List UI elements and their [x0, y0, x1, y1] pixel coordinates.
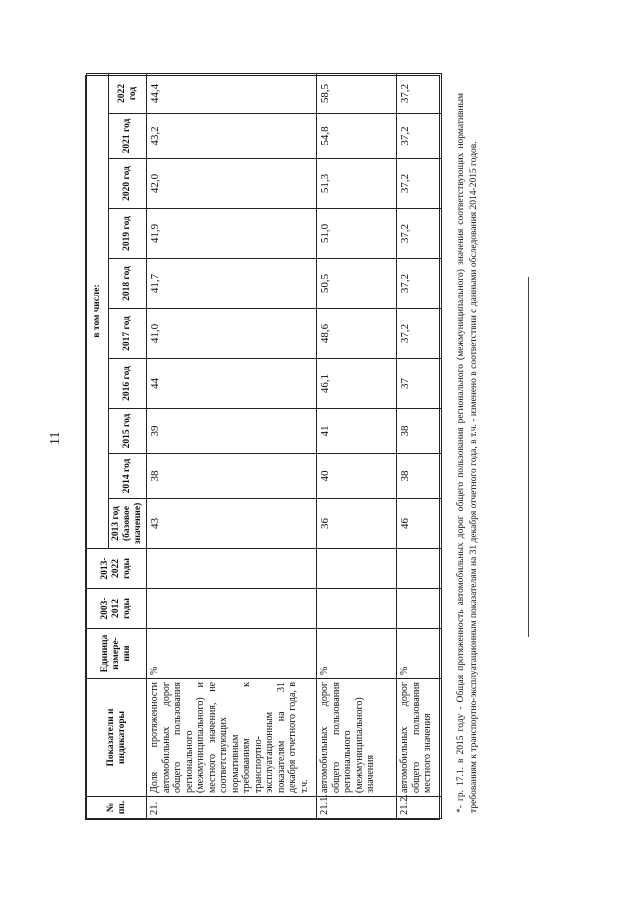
value-2021: 43,2 — [147, 114, 317, 159]
separator-line — [528, 277, 529, 637]
value-2017: 41,0 — [147, 309, 317, 359]
table-row — [397, 73, 442, 818]
value-2016: 37 — [397, 359, 442, 409]
header-unit: Единица измере-ния — [87, 629, 147, 679]
row-unit: % — [147, 629, 317, 679]
row-indicator-name: Доля протяженности автомобильных дорог общего пользования регионального (межмуниципального) и местного значения, не соответствующих нормативным требованиям к транспортно-эксплуатационным показателям на 31 декабря отчетного года, в т.ч. — [147, 679, 317, 797]
header-year-2013: 2013 год (базовое значение) — [109, 499, 147, 549]
value-2020: 37,2 — [397, 159, 442, 209]
row-2003-2012-value — [317, 589, 397, 629]
value-2013: 36 — [317, 499, 397, 549]
row-2013-2022-value — [317, 549, 397, 589]
value-2017: 48,6 — [317, 309, 397, 359]
header-year-2019: 2019 год — [109, 209, 147, 259]
header-year-2014: 2014 год — [109, 454, 147, 499]
header-2003-2012: 2003-2012 годы — [87, 589, 147, 629]
value-2016: 46,1 — [317, 359, 397, 409]
row-2003-2012-value — [397, 589, 442, 629]
value-2018: 41,7 — [147, 259, 317, 309]
value-2014: 40 — [317, 454, 397, 499]
value-2018: 37,2 — [397, 259, 442, 309]
value-2019: 51,0 — [317, 209, 397, 259]
header-year-2015: 2015 год — [109, 409, 147, 454]
value-2022: 44,4 — [147, 73, 317, 113]
value-2015: 41 — [317, 409, 397, 454]
value-2021: 37,2 — [397, 114, 442, 159]
header-year-2021: 2021 год — [109, 114, 147, 159]
header-year-2020: 2020 год — [109, 159, 147, 209]
header-year-2022: 2022 год — [109, 73, 147, 113]
row-number: 21. — [147, 797, 317, 819]
row-indicator-name: автомобильных дорог общего пользования регионального (межмуниципального) значения — [317, 679, 397, 797]
row-number: 21.1. — [317, 797, 397, 819]
row-number: 21.2. — [397, 797, 442, 819]
value-2017: 37,2 — [397, 309, 442, 359]
footnote: *- гр. 17.1. в 2015 году - Общая протяженность автомобильных дорог общего пользования регионального (межмуниципального) значения соответствующих нормативным требованиям к транспортно-эксплуатационным показателям на 31 декабря отчетного года, в т.ч. - изменено в соответствии с данными обследования 2014-2015 годов. — [456, 93, 479, 813]
value-2013: 43 — [147, 499, 317, 549]
header-indicators: Показатели и индикаторы — [87, 679, 147, 797]
value-2022: 58,5 — [317, 73, 397, 113]
page-number: 11 — [48, 431, 63, 445]
indicators-table — [86, 73, 442, 819]
value-2022: 37,2 — [397, 73, 442, 113]
value-2020: 51,3 — [317, 159, 397, 209]
table-row — [147, 73, 317, 818]
header-year-2018: 2018 год — [109, 259, 147, 309]
value-2019: 37,2 — [397, 209, 442, 259]
row-unit: % — [317, 629, 397, 679]
header-2013-2022: 2013-2022 годы — [87, 549, 147, 589]
indicators-table-container — [85, 75, 440, 820]
header-number: № пп. — [87, 797, 147, 819]
row-indicator-name: автомобильных дорог общего пользования местного значения — [397, 679, 442, 797]
header-year-2017: 2017 год — [109, 309, 147, 359]
value-2013: 46 — [397, 499, 442, 549]
value-2014: 38 — [147, 454, 317, 499]
header-including: в том числе: — [87, 73, 109, 548]
row-2003-2012-value — [147, 589, 317, 629]
value-2014: 38 — [397, 454, 442, 499]
value-2021: 54,8 — [317, 114, 397, 159]
value-2015: 39 — [147, 409, 317, 454]
row-2013-2022-value — [147, 549, 317, 589]
value-2019: 41,9 — [147, 209, 317, 259]
value-2015: 38 — [397, 409, 442, 454]
value-2016: 44 — [147, 359, 317, 409]
row-2013-2022-value — [397, 549, 442, 589]
header-year-2016: 2016 год — [109, 359, 147, 409]
row-unit: % — [397, 629, 442, 679]
value-2020: 42,0 — [147, 159, 317, 209]
value-2018: 50,5 — [317, 259, 397, 309]
table-row — [317, 73, 397, 818]
